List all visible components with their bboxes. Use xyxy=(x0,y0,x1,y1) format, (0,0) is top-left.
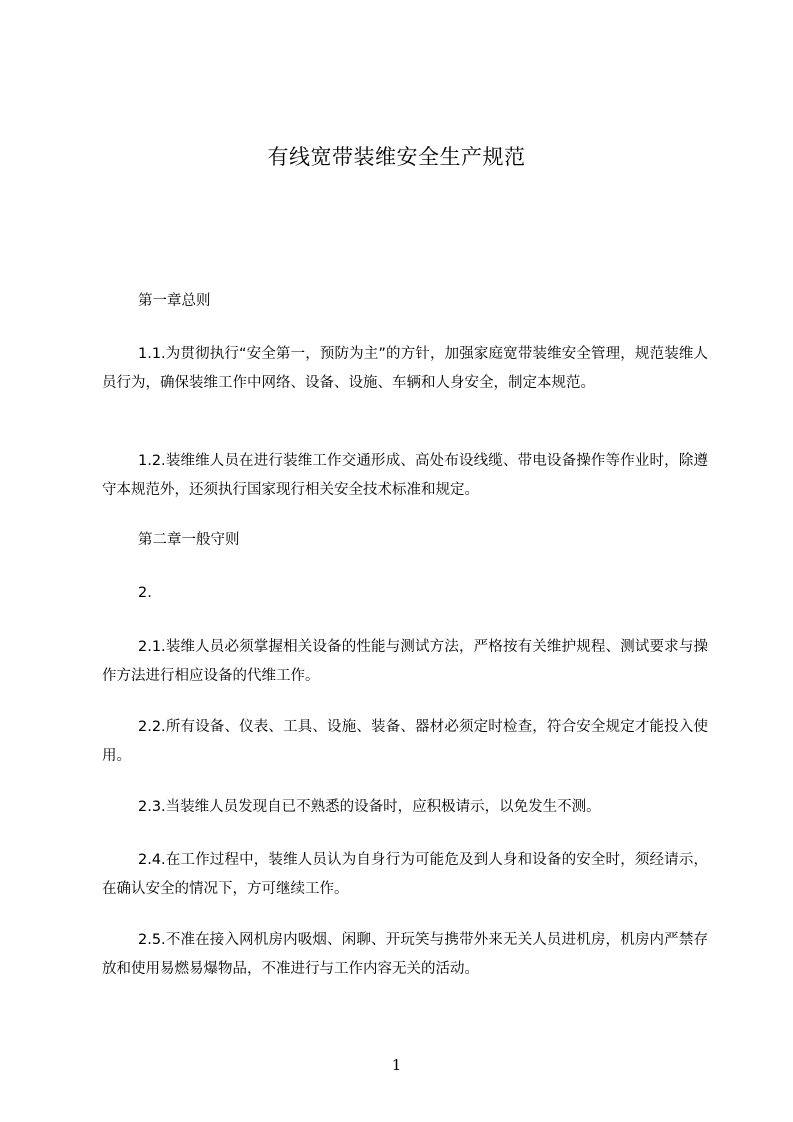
chapter-1-heading: 第一章总则 xyxy=(138,293,211,309)
page-number: 1 xyxy=(391,1056,402,1074)
chapter-2-heading: 第二章一般守则 xyxy=(138,532,240,548)
document-title: 有线宽带装维安全生产规范 xyxy=(267,145,526,169)
paragraph-2-4: 2.4.在工作过程中，装维人员认为自身行为可能危及到人身和设备的安全时，须经请示，在确认安全的情况下，方可继续工作。 xyxy=(102,852,708,897)
paragraph-2-1: 2.1.装维人员必须掌握相关设备的性能与测试方法，严格按有关维护规程、测试要求与操作方法进行相应设备的代维工作。 xyxy=(102,639,708,684)
paragraph-1-2: 1.2.装维维人员在进行装维工作交通形成、高处布设线缆、带电设备操作等作业时，除遵守本规范外，还须执行国家现行相关安全技术标准和规定。 xyxy=(102,453,708,498)
paragraph-1-1: 1.1.为贯彻执行“安全第一，预防为主”的方针，加强家庭宽带装维安全管理，规范装维人员行为，确保装维工作中网络、设备、设施、车辆和人身安全，制定本规范。 xyxy=(102,346,708,391)
paragraph-2-3: 2.3.当装维人员发现自已不熟悉的设备时，应积极请示，以免发生不测。 xyxy=(138,799,601,815)
paragraph-2-2: 2.2.所有设备、仪表、工具、设施、装备、器材必须定时检查，符合安全规定才能投入使用。 xyxy=(102,719,708,764)
section-2-number: 2. xyxy=(138,585,152,601)
paragraph-2-5: 2.5.不准在接入网机房内吸烟、闲聊、开玩笑与携带外来无关人员进机房，机房内严禁存放和使用易燃易爆物品，不准进行与工作内容无关的活动。 xyxy=(102,932,708,977)
